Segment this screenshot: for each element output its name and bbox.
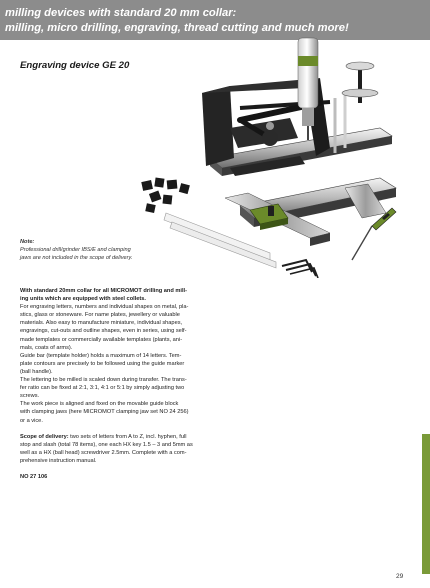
description-line: mals, coats of arms).: [20, 344, 73, 351]
description-line: stics, glass or stoneware. For name plates, jewellery or valuable: [20, 312, 180, 319]
engraving-device-illustration: [130, 8, 420, 278]
description-line: (ball handle).: [20, 368, 53, 375]
scope-first-line: [20, 433, 242, 441]
description-line: plate contours are precisely to be followed using the guide marker: [20, 360, 185, 367]
description-line: The work piece is aligned and fixed on the movable guide block: [20, 401, 179, 408]
header-line-2: milling, micro drilling, engraving, thread cutting and much more!: [5, 22, 349, 34]
note-line: jaws are not included in the scope of delivery.: [20, 255, 133, 261]
description-line: made templates or commercially available templates (plants, ani-: [20, 336, 183, 343]
note: [20, 238, 145, 262]
intro-line: ing units which are equipped with steel collets.: [20, 296, 146, 303]
scope-line: well as a HX (ball head) screwdriver 2.5mm. Complete with a com-: [20, 449, 187, 456]
description-line: with clamping jaws (here MICROMOT clamping jaw set NO 24 256): [20, 409, 189, 416]
article-number: NO 27 106: [20, 473, 48, 480]
hex-keys: [282, 260, 318, 278]
description-line: Guide bar (template holder) holds a maximum of 14 letters. Tem-: [20, 352, 182, 359]
adjustment-knob: [342, 62, 378, 103]
header-line-1: milling devices with standard 20 mm collar:: [5, 7, 237, 19]
description-line: materials. Also easy to manufacture miniature, individual shapes,: [20, 320, 183, 327]
intro-line: With standard 20mm collar for all MICROMOT drilling and mill-: [20, 288, 187, 294]
letter-templates: [141, 177, 190, 212]
note-line: Professional drill/grinder IBS/E and clamping: [20, 247, 131, 253]
description-line: fer ratio can be fixed at 2:1, 3:1, 4:1 or 5:1 by simply adjusting two: [20, 385, 185, 392]
screwdriver: [352, 208, 396, 260]
note-title: Note:: [20, 239, 35, 245]
product-description: [20, 287, 242, 481]
description-line: engravings, cut-outs and outline shapes, even in series, using self-: [20, 328, 187, 335]
description-line: The lettering to be milled is scaled down during transfer. The trans-: [20, 377, 187, 384]
scope-line: prehensive instruction manual.: [20, 457, 97, 464]
description-line: For engraving letters, numbers and individual shapes on metal, pla-: [20, 304, 189, 311]
scope-label: Scope of delivery:: [20, 433, 69, 440]
scope-line: stop and slash (total 78 items), one each HX key 1.5 – 3 and 5mm as: [20, 441, 193, 448]
description-line: or a vice.: [20, 417, 43, 424]
scope-text: two sets of letters from A to Z, incl. hyphen, full: [68, 433, 187, 440]
description-line: screws.: [20, 393, 40, 400]
page-number: 29: [396, 573, 404, 580]
accent-bar: [422, 434, 430, 574]
product-title: Engraving device GE 20: [20, 60, 130, 71]
